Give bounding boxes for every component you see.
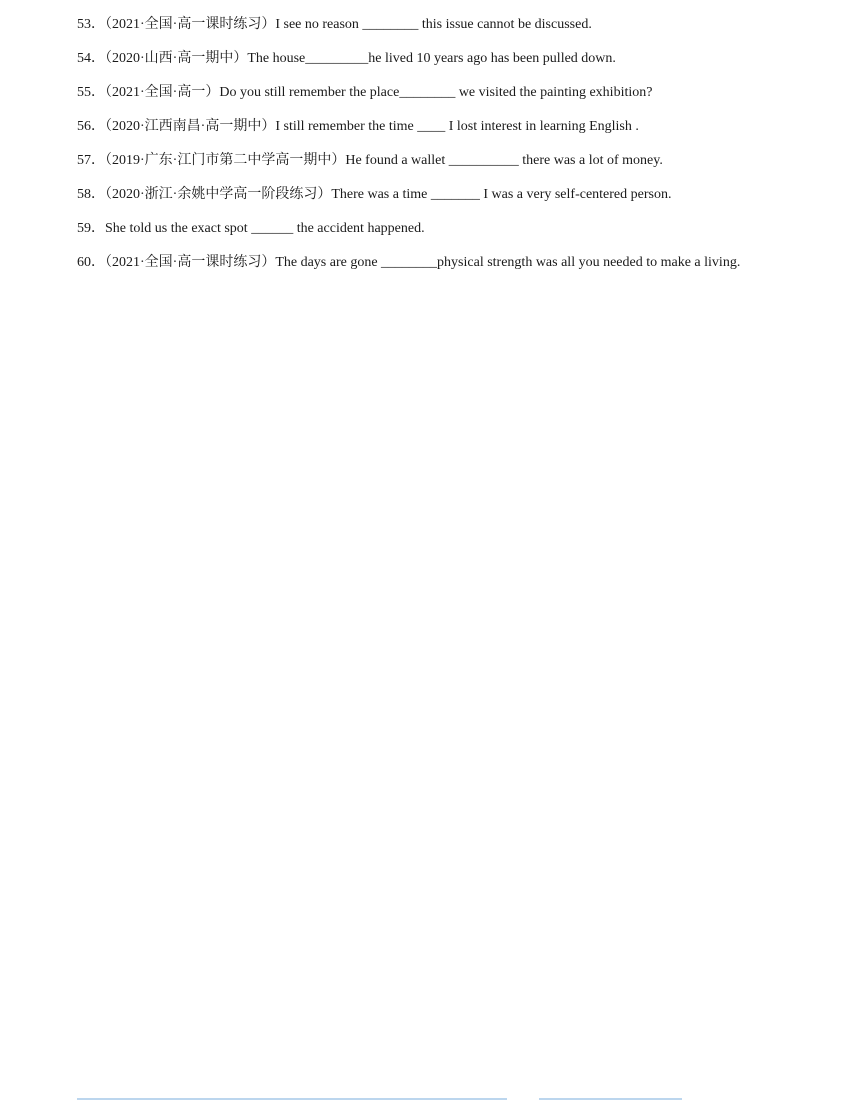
question-source: （2021·全国·高一） <box>105 85 220 100</box>
question-text: I see no reason ________ this issue cannot be discussed. <box>275 17 592 32</box>
footer-divider <box>77 1098 682 1100</box>
question-53 <box>77 8 777 42</box>
question-58 <box>77 178 777 212</box>
question-text: The house_________he lived 10 years ago has been pulled down. <box>247 51 616 66</box>
question-text: I still remember the time ____ I lost interest in learning English . <box>275 119 639 134</box>
footer-line-left <box>77 1098 507 1100</box>
question-source: （2020·浙江·余姚中学高一阶段练习） <box>105 187 332 202</box>
question-text: The days are gone ________physical strength was all you needed to make a living. <box>275 255 741 270</box>
question-source: （2020·江西南昌·高一期中） <box>105 119 276 134</box>
question-number: 58． <box>77 187 105 202</box>
question-number: 55． <box>77 85 105 100</box>
question-source: （2020·山西·高一期中） <box>105 51 248 66</box>
question-57 <box>77 144 777 178</box>
question-55 <box>77 76 777 110</box>
question-text: She told us the exact spot ______ the accident happened. <box>105 221 425 236</box>
question-text: There was a time _______ I was a very self-centered person. <box>331 187 672 202</box>
question-number: 54． <box>77 51 105 66</box>
question-56 <box>77 110 777 144</box>
question-number: 56． <box>77 119 105 134</box>
question-source: （2019·广东·江门市第二中学高一期中） <box>105 153 346 168</box>
footer-line-right <box>539 1098 682 1100</box>
question-source: （2021·全国·高一课时练习） <box>105 17 276 32</box>
question-number: 53． <box>77 17 105 32</box>
question-text: Do you still remember the place________ we visited the painting exhibition? <box>219 85 653 100</box>
question-number: 60． <box>77 255 105 270</box>
question-54 <box>77 42 777 76</box>
question-60 <box>77 246 777 280</box>
question-number: 59． <box>77 221 105 236</box>
question-list <box>77 8 777 280</box>
question-source: （2021·全国·高一课时练习） <box>105 255 276 270</box>
question-number: 57． <box>77 153 105 168</box>
question-59 <box>77 212 777 246</box>
question-text: He found a wallet __________ there was a lot of money. <box>345 153 663 168</box>
